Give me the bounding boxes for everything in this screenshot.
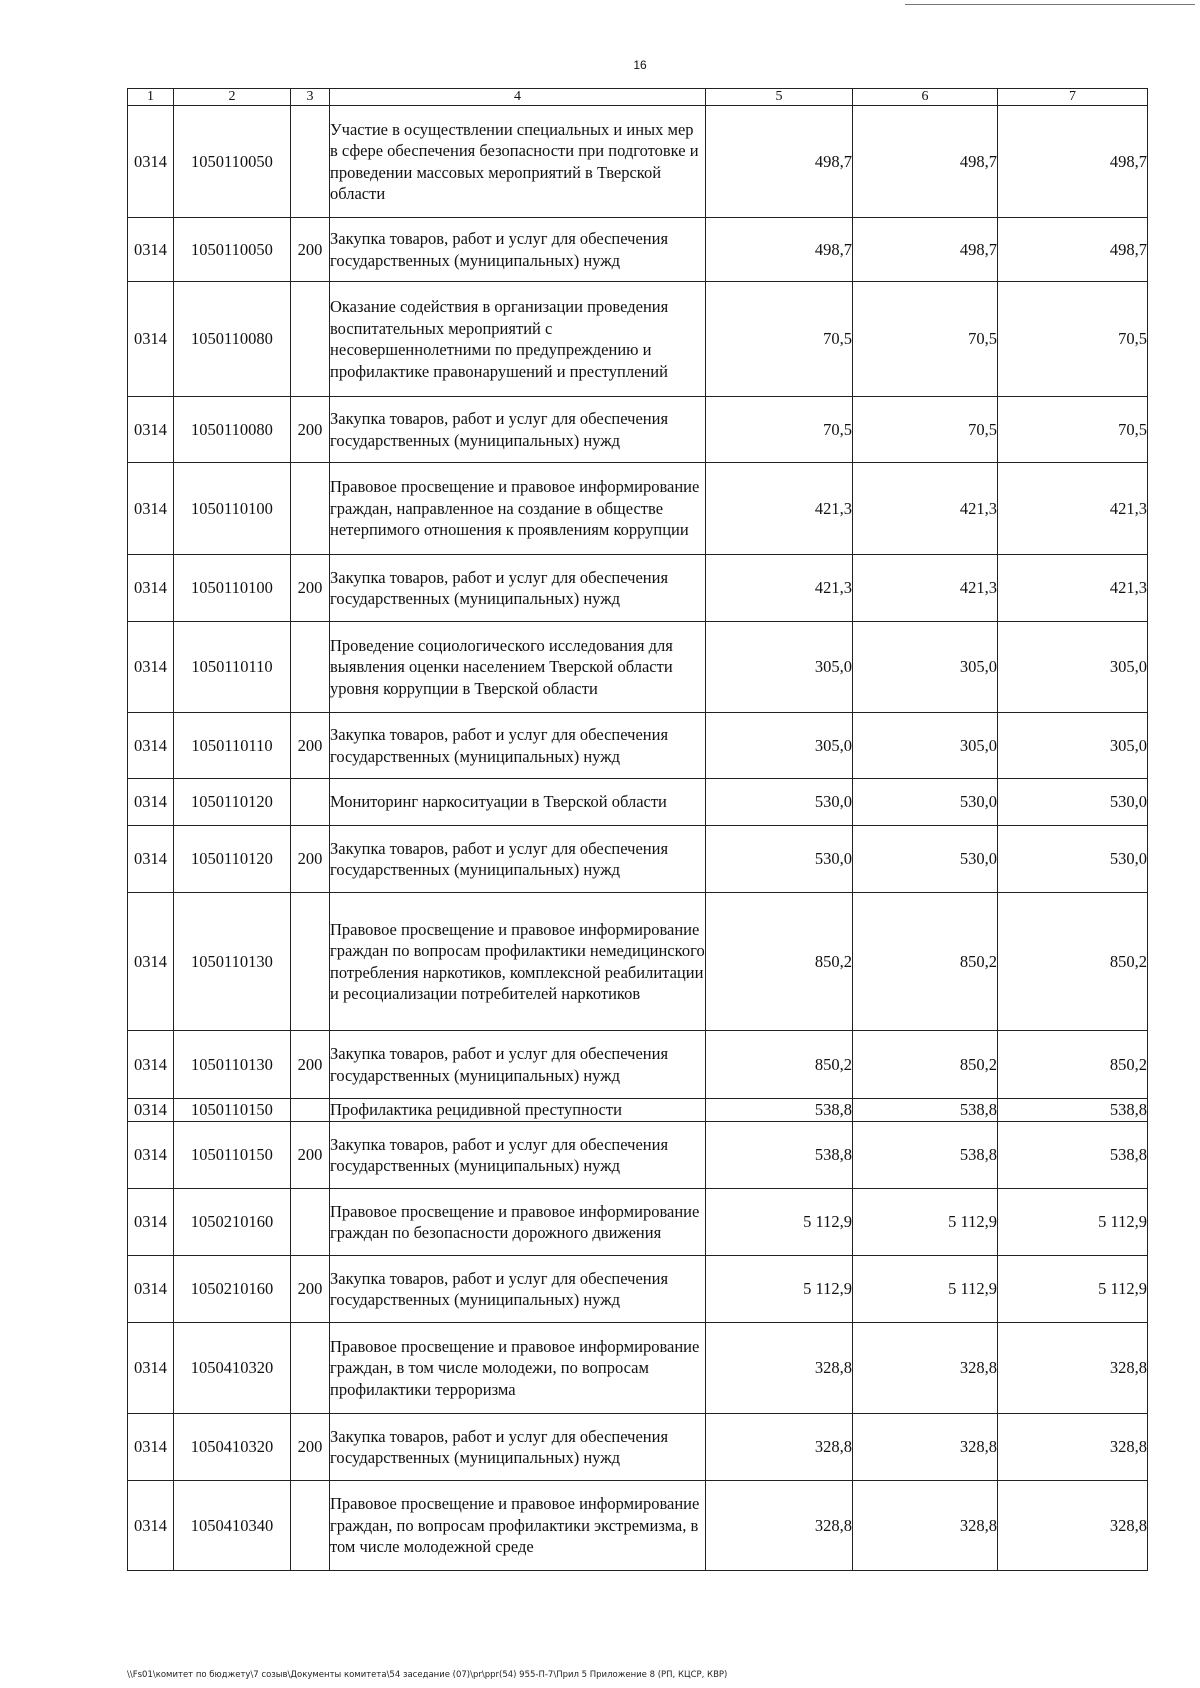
amount-col7: 70,5 — [998, 282, 1148, 397]
section-code: 0314 — [128, 779, 174, 826]
section-code: 0314 — [128, 1256, 174, 1323]
amount-col5: 538,8 — [706, 1099, 853, 1122]
target-article-code: 1050110050 — [174, 106, 291, 218]
amount-col5: 5 112,9 — [706, 1256, 853, 1323]
target-article-code: 1050410320 — [174, 1414, 291, 1481]
section-code: 0314 — [128, 218, 174, 282]
section-code: 0314 — [128, 397, 174, 463]
item-name: Закупка товаров, работ и услуг для обеспечения государственных (муниципальных) нужд — [330, 713, 706, 779]
item-name: Закупка товаров, работ и услуг для обеспечения государственных (муниципальных) нужд — [330, 218, 706, 282]
table-row — [128, 1031, 1148, 1099]
section-code: 0314 — [128, 713, 174, 779]
amount-col7: 5 112,9 — [998, 1256, 1148, 1323]
target-article-code: 1050410320 — [174, 1323, 291, 1414]
target-article-code: 1050110100 — [174, 555, 291, 622]
section-code: 0314 — [128, 106, 174, 218]
amount-col6: 328,8 — [853, 1414, 998, 1481]
expense-type-code: 200 — [291, 826, 330, 893]
item-name: Закупка товаров, работ и услуг для обеспечения государственных (муниципальных) нужд — [330, 397, 706, 463]
amount-col7: 70,5 — [998, 397, 1148, 463]
amount-col6: 70,5 — [853, 282, 998, 397]
target-article-code: 1050110120 — [174, 779, 291, 826]
amount-col6: 421,3 — [853, 555, 998, 622]
amount-col6: 498,7 — [853, 218, 998, 282]
target-article-code: 1050210160 — [174, 1189, 291, 1256]
table-row — [128, 397, 1148, 463]
table-row — [128, 218, 1148, 282]
item-name: Закупка товаров, работ и услуг для обеспечения государственных (муниципальных) нужд — [330, 1031, 706, 1099]
amount-col6: 305,0 — [853, 713, 998, 779]
expense-type-code: 200 — [291, 1031, 330, 1099]
section-code: 0314 — [128, 1414, 174, 1481]
table-row — [128, 1122, 1148, 1189]
table-row — [128, 463, 1148, 555]
item-name: Мониторинг наркоситуации в Тверской области — [330, 779, 706, 826]
item-name: Участие в осуществлении специальных и иных мер в сфере обеспечения безопасности при подготовке и проведении массовых мероприятий в Тверской области — [330, 106, 706, 218]
section-code: 0314 — [128, 1323, 174, 1414]
amount-col6: 530,0 — [853, 826, 998, 893]
amount-col5: 498,7 — [706, 218, 853, 282]
top-rule — [905, 4, 1195, 5]
amount-col7: 498,7 — [998, 218, 1148, 282]
expense-type-code — [291, 282, 330, 397]
section-code: 0314 — [128, 463, 174, 555]
section-code: 0314 — [128, 282, 174, 397]
column-number: 2 — [174, 89, 291, 106]
column-number: 5 — [706, 89, 853, 106]
amount-col5: 538,8 — [706, 1122, 853, 1189]
section-code: 0314 — [128, 893, 174, 1031]
section-code: 0314 — [128, 622, 174, 713]
page-number: 16 — [633, 58, 647, 72]
table-row — [128, 1323, 1148, 1414]
expense-type-code — [291, 1189, 330, 1256]
amount-col5: 70,5 — [706, 282, 853, 397]
expense-type-code: 200 — [291, 397, 330, 463]
amount-col7: 421,3 — [998, 555, 1148, 622]
amount-col5: 530,0 — [706, 779, 853, 826]
table-row — [128, 622, 1148, 713]
section-code: 0314 — [128, 1481, 174, 1571]
table-row — [128, 1099, 1148, 1122]
amount-col6: 850,2 — [853, 893, 998, 1031]
file-path-footer: \\Fs01\комитет по бюджету\7 созыв\Документы комитета\54 заседание (07)\pr\ppr(54) 955-П-7\Прил 5 Приложение 8 (РП, КЦСР, КВР) — [127, 1670, 728, 1680]
expense-type-code: 200 — [291, 555, 330, 622]
amount-col6: 498,7 — [853, 106, 998, 218]
expense-type-code — [291, 1099, 330, 1122]
section-code: 0314 — [128, 1031, 174, 1099]
amount-col6: 328,8 — [853, 1481, 998, 1571]
expense-type-code — [291, 1481, 330, 1571]
amount-col7: 498,7 — [998, 106, 1148, 218]
amount-col7: 328,8 — [998, 1481, 1148, 1571]
target-article-code: 1050110150 — [174, 1122, 291, 1189]
amount-col5: 328,8 — [706, 1481, 853, 1571]
amount-col5: 498,7 — [706, 106, 853, 218]
amount-col6: 305,0 — [853, 622, 998, 713]
amount-col6: 538,8 — [853, 1099, 998, 1122]
item-name: Закупка товаров, работ и услуг для обеспечения государственных (муниципальных) нужд — [330, 1414, 706, 1481]
item-name: Закупка товаров, работ и услуг для обеспечения государственных (муниципальных) нужд — [330, 1256, 706, 1323]
table-row — [128, 1189, 1148, 1256]
amount-col5: 850,2 — [706, 893, 853, 1031]
target-article-code: 1050110080 — [174, 282, 291, 397]
amount-col7: 421,3 — [998, 463, 1148, 555]
section-code: 0314 — [128, 555, 174, 622]
amount-col7: 538,8 — [998, 1122, 1148, 1189]
amount-col5: 421,3 — [706, 463, 853, 555]
amount-col7: 305,0 — [998, 713, 1148, 779]
amount-col7: 328,8 — [998, 1414, 1148, 1481]
target-article-code: 1050110150 — [174, 1099, 291, 1122]
target-article-code: 1050210160 — [174, 1256, 291, 1323]
amount-col5: 421,3 — [706, 555, 853, 622]
section-code: 0314 — [128, 826, 174, 893]
item-name: Оказание содействия в организации проведения воспитательных мероприятий с несовершеннолетними по предупреждению и профилактике правонарушений и преступлений — [330, 282, 706, 397]
budget-table — [127, 88, 1148, 1571]
section-code: 0314 — [128, 1189, 174, 1256]
amount-col7: 530,0 — [998, 826, 1148, 893]
amount-col6: 70,5 — [853, 397, 998, 463]
amount-col5: 305,0 — [706, 622, 853, 713]
section-code: 0314 — [128, 1099, 174, 1122]
item-name: Закупка товаров, работ и услуг для обеспечения государственных (муниципальных) нужд — [330, 1122, 706, 1189]
table-row — [128, 1256, 1148, 1323]
target-article-code: 1050110110 — [174, 622, 291, 713]
column-number: 1 — [128, 89, 174, 106]
table-row — [128, 779, 1148, 826]
amount-col6: 850,2 — [853, 1031, 998, 1099]
item-name: Правовое просвещение и правовое информирование граждан, в том числе молодежи, по вопросам профилактики терроризма — [330, 1323, 706, 1414]
amount-col7: 305,0 — [998, 622, 1148, 713]
expense-type-code — [291, 893, 330, 1031]
expense-type-code — [291, 622, 330, 713]
section-code: 0314 — [128, 1122, 174, 1189]
expense-type-code — [291, 779, 330, 826]
amount-col7: 328,8 — [998, 1323, 1148, 1414]
target-article-code: 1050110120 — [174, 826, 291, 893]
amount-col6: 328,8 — [853, 1323, 998, 1414]
amount-col5: 530,0 — [706, 826, 853, 893]
amount-col6: 530,0 — [853, 779, 998, 826]
expense-type-code: 200 — [291, 1256, 330, 1323]
amount-col7: 850,2 — [998, 1031, 1148, 1099]
amount-col7: 850,2 — [998, 893, 1148, 1031]
amount-col7: 5 112,9 — [998, 1189, 1148, 1256]
table-row — [128, 106, 1148, 218]
target-article-code: 1050110050 — [174, 218, 291, 282]
expense-type-code: 200 — [291, 1414, 330, 1481]
table-row — [128, 893, 1148, 1031]
table-row — [128, 826, 1148, 893]
expense-type-code — [291, 106, 330, 218]
amount-col5: 328,8 — [706, 1323, 853, 1414]
table-row — [128, 555, 1148, 622]
amount-col6: 421,3 — [853, 463, 998, 555]
item-name: Правовое просвещение и правовое информирование граждан по вопросам профилактики немедицинского потребления наркотиков, комплексной реабилитации и ресоциализации потребителей наркотиков — [330, 893, 706, 1031]
target-article-code: 1050110080 — [174, 397, 291, 463]
amount-col7: 538,8 — [998, 1099, 1148, 1122]
expense-type-code: 200 — [291, 218, 330, 282]
item-name: Правовое просвещение и правовое информирование граждан по безопасности дорожного движения — [330, 1189, 706, 1256]
table-row — [128, 282, 1148, 397]
item-name: Профилактика рецидивной преступности — [330, 1099, 706, 1122]
table-row — [128, 713, 1148, 779]
item-name: Правовое просвещение и правовое информирование граждан, направленное на создание в обществе нетерпимого отношения к проявлениям коррупции — [330, 463, 706, 555]
column-number: 7 — [998, 89, 1148, 106]
amount-col5: 305,0 — [706, 713, 853, 779]
target-article-code: 1050110110 — [174, 713, 291, 779]
target-article-code: 1050410340 — [174, 1481, 291, 1571]
amount-col5: 850,2 — [706, 1031, 853, 1099]
amount-col7: 530,0 — [998, 779, 1148, 826]
expense-type-code — [291, 463, 330, 555]
table-row — [128, 1481, 1148, 1571]
column-number: 6 — [853, 89, 998, 106]
item-name: Правовое просвещение и правовое информирование граждан, по вопросам профилактики экстремизма, в том числе молодежной среде — [330, 1481, 706, 1571]
item-name: Закупка товаров, работ и услуг для обеспечения государственных (муниципальных) нужд — [330, 826, 706, 893]
amount-col6: 5 112,9 — [853, 1256, 998, 1323]
column-number: 4 — [330, 89, 706, 106]
expense-type-code — [291, 1323, 330, 1414]
expense-type-code: 200 — [291, 713, 330, 779]
target-article-code: 1050110130 — [174, 893, 291, 1031]
expense-type-code: 200 — [291, 1122, 330, 1189]
target-article-code: 1050110130 — [174, 1031, 291, 1099]
amount-col6: 5 112,9 — [853, 1189, 998, 1256]
target-article-code: 1050110100 — [174, 463, 291, 555]
amount-col5: 70,5 — [706, 397, 853, 463]
column-number: 3 — [291, 89, 330, 106]
amount-col5: 5 112,9 — [706, 1189, 853, 1256]
amount-col5: 328,8 — [706, 1414, 853, 1481]
item-name: Проведение социологического исследования для выявления оценки населением Тверской области уровня коррупции в Тверской области — [330, 622, 706, 713]
amount-col6: 538,8 — [853, 1122, 998, 1189]
table-row — [128, 1414, 1148, 1481]
column-number-row — [128, 89, 1148, 106]
item-name: Закупка товаров, работ и услуг для обеспечения государственных (муниципальных) нужд — [330, 555, 706, 622]
